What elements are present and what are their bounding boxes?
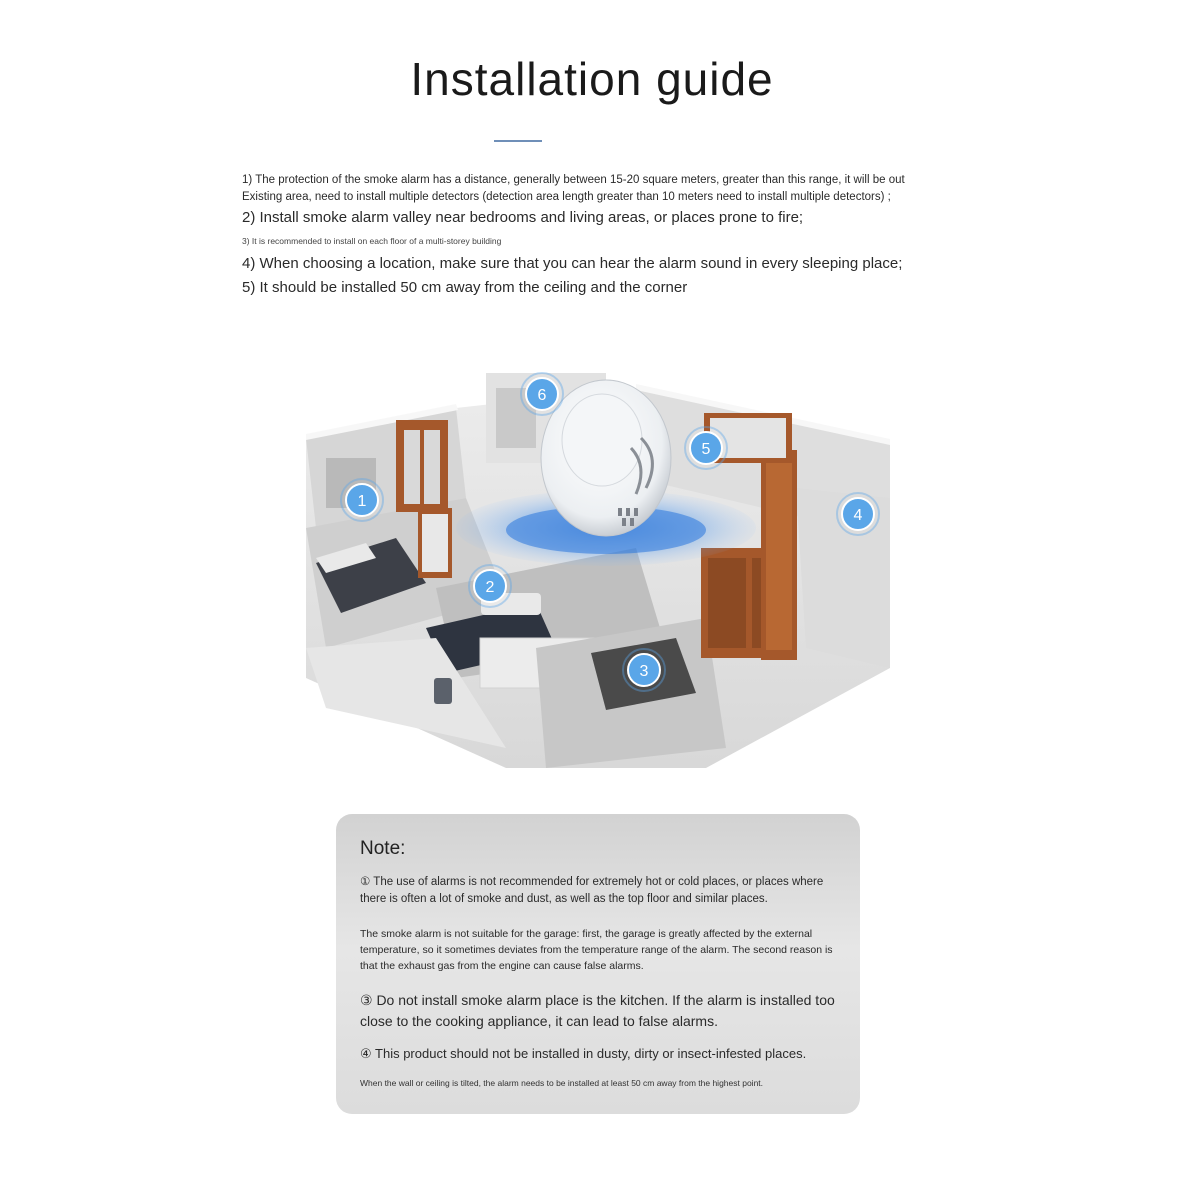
guide-item-1-cont: Existing area, need to install multiple detectors (detection area length greater than 10 meters need to install multiple detectors) ; — [242, 191, 891, 203]
installation-guide-list — [242, 172, 962, 300]
note-item-3: ③ Do not install smoke alarm place is the kitchen. If the alarm is installed too close to the cooking appliance, it can lead to false alarms. — [360, 992, 835, 1029]
note-item-4: ④ This product should not be installed in dusty, dirty or insect-infested places. — [360, 1046, 807, 1061]
dining-chair — [434, 678, 452, 704]
marker-1-label: 1 — [357, 493, 367, 510]
marker-2-label: 2 — [485, 579, 495, 596]
wardrobe-1 — [396, 420, 448, 512]
marker-5-icon — [685, 427, 727, 469]
apartment-floorplan-illustration — [306, 348, 890, 788]
marker-4-label: 4 — [853, 507, 863, 524]
marker-5-label: 5 — [701, 441, 711, 458]
marker-2-icon — [469, 565, 511, 607]
marker-1-icon — [341, 479, 383, 521]
guide-item-4: 4) When choosing a location, make sure that you can hear the alarm sound in every sleeping place; — [242, 255, 903, 272]
note-item-1: ① The use of alarms is not recommended for extremely hot or cold places, or places where there is often a lot of smoke and dust, as well as the top floor and similar places. — [360, 876, 824, 905]
marker-3-icon — [623, 649, 665, 691]
marker-3-label: 3 — [639, 663, 649, 680]
note-heading: Note: — [360, 838, 406, 859]
marker-6-label: 6 — [537, 387, 547, 404]
title-underline — [494, 140, 542, 142]
note-panel — [336, 814, 860, 1114]
note-item-2: The smoke alarm is not suitable for the garage: first, the garage is greatly affected by the external temperature, so it sometimes deviates from the temperature range of the alarm. The second reason is that the exhaust gas from the engine can cause false alarms. — [360, 928, 833, 972]
marker-4-icon — [837, 493, 879, 535]
note-item-5: When the wall or ceiling is tilted, the alarm needs to be installed at least 50 cm away from the highest point. — [360, 1078, 764, 1088]
marker-6-icon — [521, 373, 563, 415]
guide-item-3: 3) It is recommended to install on each floor of a multi-storey building — [242, 236, 502, 246]
page-title: Installation guide — [410, 53, 774, 105]
guide-item-2: 2) Install smoke alarm valley near bedrooms and living areas, or places prone to fire; — [242, 209, 804, 226]
guide-item-1: 1) The protection of the smoke alarm has a distance, generally between 15-20 square meters, greater than this range, it will be out — [242, 174, 905, 186]
guide-item-5: 5) It should be installed 50 cm away from the ceiling and the corner — [242, 279, 688, 296]
